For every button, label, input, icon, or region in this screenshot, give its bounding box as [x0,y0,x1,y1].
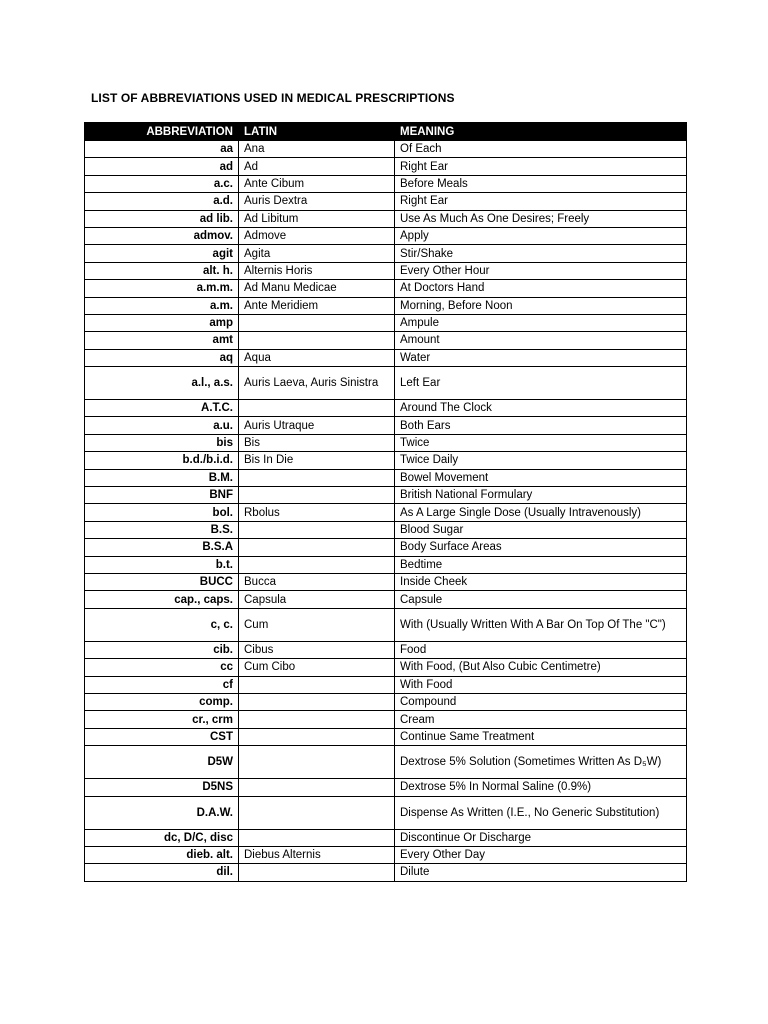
latin-cell: Bis [239,434,395,451]
table-row [85,175,687,192]
abbreviation-cell: D.A.W. [85,796,239,829]
table-row [85,469,687,486]
latin-cell [239,829,395,846]
latin-cell [239,487,395,504]
table-row [85,711,687,728]
abbreviation-cell: dil. [85,864,239,881]
meaning-cell: Use As Much As One Desires; Freely [395,210,687,227]
latin-cell [239,469,395,486]
abbreviation-cell: bis [85,434,239,451]
meaning-cell: Continue Same Treatment [395,728,687,745]
abbreviation-cell: bol. [85,504,239,521]
abbreviation-cell: amt [85,332,239,349]
abbreviation-cell: aa [85,141,239,158]
meaning-cell: With (Usually Written With A Bar On Top Of The "C") [395,608,687,641]
table-row [85,676,687,693]
meaning-cell: As A Large Single Dose (Usually Intravenously) [395,504,687,521]
abbreviation-cell: a.l., a.s. [85,367,239,400]
table-row [85,829,687,846]
meaning-cell: Capsule [395,591,687,608]
latin-cell: Rbolus [239,504,395,521]
latin-cell [239,779,395,796]
latin-cell [239,400,395,417]
latin-cell: Ad Manu Medicae [239,280,395,297]
meaning-cell: Discontinue Or Discharge [395,829,687,846]
meaning-cell: Every Other Hour [395,262,687,279]
latin-cell: Aqua [239,349,395,366]
abbreviation-cell: comp. [85,693,239,710]
meaning-cell: Before Meals [395,175,687,192]
page-title: LIST OF ABBREVIATIONS USED IN MEDICAL PRESCRIPTIONS [91,91,455,105]
table-row [85,608,687,641]
latin-cell [239,676,395,693]
meaning-cell: With Food, (But Also Cubic Centimetre) [395,659,687,676]
latin-cell: Bis In Die [239,452,395,469]
header-latin: LATIN [239,123,395,141]
table-header-row [85,123,687,141]
meaning-cell: Dilute [395,864,687,881]
meaning-cell: Dispense As Written (I.E., No Generic Substitution) [395,796,687,829]
abbreviation-cell: cr., crm [85,711,239,728]
table-row [85,141,687,158]
abbreviations-table [84,122,687,882]
latin-cell: Ante Meridiem [239,297,395,314]
abbreviation-cell: BUCC [85,573,239,590]
latin-cell: Cum Cibo [239,659,395,676]
table-row [85,349,687,366]
latin-cell: Ante Cibum [239,175,395,192]
table-row [85,779,687,796]
latin-cell [239,746,395,779]
header-abbreviation: ABBREVIATION [85,123,239,141]
meaning-cell: Every Other Day [395,846,687,863]
abbreviation-cell: a.c. [85,175,239,192]
latin-cell: Capsula [239,591,395,608]
header-meaning: MEANING [395,123,687,141]
table-row [85,539,687,556]
table-row [85,487,687,504]
latin-cell: Ana [239,141,395,158]
meaning-cell: Both Ears [395,417,687,434]
table-row [85,262,687,279]
table-row [85,314,687,331]
latin-cell [239,728,395,745]
abbreviation-cell: agit [85,245,239,262]
table-row [85,864,687,881]
meaning-cell: British National Formulary [395,487,687,504]
latin-cell [239,521,395,538]
meaning-cell: Blood Sugar [395,521,687,538]
meaning-cell: Left Ear [395,367,687,400]
table-row [85,846,687,863]
abbreviation-cell: a.m. [85,297,239,314]
latin-cell: Auris Dextra [239,193,395,210]
table-row [85,210,687,227]
table-row [85,659,687,676]
table-row [85,193,687,210]
table-row [85,400,687,417]
abbreviation-cell: B.M. [85,469,239,486]
meaning-cell: Twice Daily [395,452,687,469]
latin-cell [239,796,395,829]
table-row [85,297,687,314]
latin-cell [239,332,395,349]
meaning-cell: Amount [395,332,687,349]
abbreviation-cell: B.S.A [85,539,239,556]
meaning-cell: Cream [395,711,687,728]
meaning-cell: Inside Cheek [395,573,687,590]
abbreviation-cell: aq [85,349,239,366]
table-row [85,452,687,469]
abbreviation-cell: alt. h. [85,262,239,279]
latin-cell: Admove [239,227,395,244]
latin-cell: Cum [239,608,395,641]
abbreviation-cell: c, c. [85,608,239,641]
table-row [85,245,687,262]
latin-cell: Ad Libitum [239,210,395,227]
abbreviation-cell: dieb. alt. [85,846,239,863]
table-row [85,693,687,710]
meaning-cell: Stir/Shake [395,245,687,262]
meaning-cell: Bedtime [395,556,687,573]
table-row [85,591,687,608]
abbreviation-cell: cib. [85,641,239,658]
table-row [85,417,687,434]
meaning-cell: Morning, Before Noon [395,297,687,314]
latin-cell: Auris Utraque [239,417,395,434]
table-row [85,641,687,658]
abbreviation-cell: a.m.m. [85,280,239,297]
meaning-cell: Dextrose 5% Solution (Sometimes Written As D₅W) [395,746,687,779]
table-row [85,434,687,451]
latin-cell: Alternis Horis [239,262,395,279]
abbreviation-cell: b.t. [85,556,239,573]
abbreviation-cell: BNF [85,487,239,504]
table-row [85,280,687,297]
abbreviation-cell: B.S. [85,521,239,538]
meaning-cell: Of Each [395,141,687,158]
abbreviation-cell: dc, D/C, disc [85,829,239,846]
latin-cell [239,556,395,573]
latin-cell [239,864,395,881]
abbreviation-cell: admov. [85,227,239,244]
meaning-cell: Body Surface Areas [395,539,687,556]
latin-cell: Diebus Alternis [239,846,395,863]
abbreviation-cell: D5W [85,746,239,779]
latin-cell: Auris Laeva, Auris Sinistra [239,367,395,400]
table-row [85,521,687,538]
abbreviation-cell: ad [85,158,239,175]
latin-cell: Cibus [239,641,395,658]
latin-cell [239,314,395,331]
abbreviation-cell: cf [85,676,239,693]
latin-cell [239,711,395,728]
meaning-cell: Compound [395,693,687,710]
abbreviation-cell: a.d. [85,193,239,210]
table-row [85,728,687,745]
table-row [85,556,687,573]
meaning-cell: Food [395,641,687,658]
meaning-cell: Apply [395,227,687,244]
table-row [85,158,687,175]
meaning-cell: Right Ear [395,158,687,175]
abbreviation-cell: CST [85,728,239,745]
latin-cell [239,693,395,710]
abbreviation-cell: cc [85,659,239,676]
table-body [85,141,687,882]
meaning-cell: Twice [395,434,687,451]
table-row [85,504,687,521]
abbreviation-cell: a.u. [85,417,239,434]
abbreviation-cell: A.T.C. [85,400,239,417]
latin-cell: Bucca [239,573,395,590]
abbreviation-cell: cap., caps. [85,591,239,608]
abbreviation-cell: b.d./b.i.d. [85,452,239,469]
table-row [85,746,687,779]
table-row [85,573,687,590]
abbreviation-cell: amp [85,314,239,331]
latin-cell: Agita [239,245,395,262]
meaning-cell: Right Ear [395,193,687,210]
table-row [85,367,687,400]
meaning-cell: With Food [395,676,687,693]
meaning-cell: At Doctors Hand [395,280,687,297]
meaning-cell: Ampule [395,314,687,331]
abbreviation-cell: ad lib. [85,210,239,227]
meaning-cell: Bowel Movement [395,469,687,486]
table-row [85,332,687,349]
table-row [85,227,687,244]
meaning-cell: Dextrose 5% In Normal Saline (0.9%) [395,779,687,796]
latin-cell: Ad [239,158,395,175]
table-row [85,796,687,829]
meaning-cell: Around The Clock [395,400,687,417]
latin-cell [239,539,395,556]
meaning-cell: Water [395,349,687,366]
abbreviation-cell: D5NS [85,779,239,796]
